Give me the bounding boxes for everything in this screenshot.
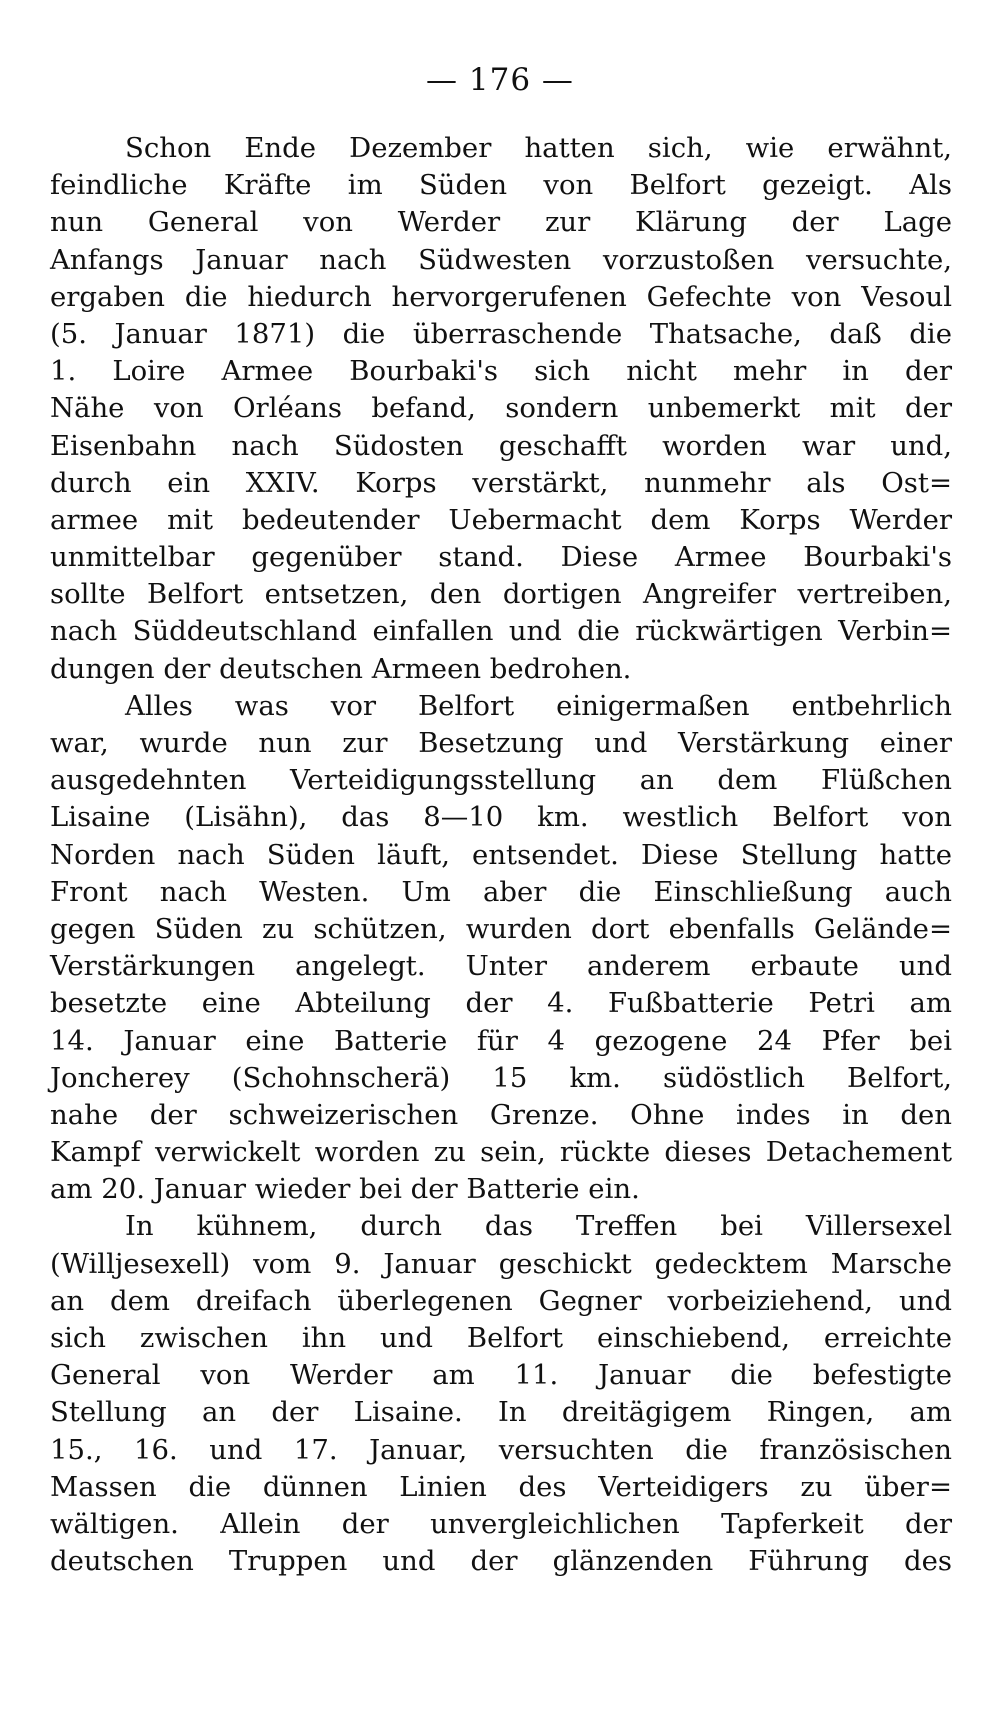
text-line: Nähe von Orléans befand, sondern unbemerkt mit der	[50, 392, 952, 425]
text-line: (Willjesexell) vom 9. Januar geschickt gedecktem Marsche	[50, 1247, 952, 1280]
text-line: deutschen Truppen und der glänzenden Führung des	[50, 1545, 952, 1578]
text-line: Schon Ende Dezember hatten sich, wie erwähnt,	[125, 132, 952, 164]
text-line: Anfangs Januar nach Südwesten vorzustoßen versuchte,	[50, 243, 952, 276]
text-line: 15., 16. und 17. Januar, versuchten die französischen	[50, 1433, 952, 1466]
body-text	[50, 130, 952, 1580]
text-line: Massen die dünnen Linien des Verteidigers zu über=	[50, 1470, 952, 1503]
text-line: (5. Januar 1871) die überraschende Thatsache, daß die	[50, 317, 952, 350]
text-line: wältigen. Allein der unvergleichlichen Tapferkeit der	[50, 1507, 952, 1540]
text-line: Verstärkungen angelegt. Unter anderem erbaute und	[50, 950, 952, 983]
text-line: Front nach Westen. Um aber die Einschließung auch	[50, 875, 952, 908]
text-line: war, wurde nun zur Besetzung und Verstärkung einer	[50, 727, 952, 759]
text-line: am 20. Januar wieder bei der Batterie ein.	[50, 1173, 640, 1206]
text-line: feindliche Kräfte im Süden von Belfort gezeigt. Als	[50, 169, 952, 202]
text-line: sich zwischen ihn und Belfort einschiebend, erreichte	[50, 1322, 952, 1354]
text-line: Alles was vor Belfort einigermaßen entbehrlich	[125, 689, 952, 722]
text-line: Lisaine (Lisähn), das 8—10 km. westlich Belfort von	[50, 801, 952, 834]
text-line: nahe der schweizerischen Grenze. Ohne indes in den	[50, 1098, 952, 1131]
text-line: sollte Belfort entsetzen, den dortigen Angreifer vertreiben,	[50, 578, 952, 611]
text-line: unmittelbar gegenüber stand. Diese Armee Bourbaki's	[50, 541, 952, 574]
text-line: Kampf verwickelt worden zu sein, rückte dieses Detachement	[50, 1136, 952, 1169]
text-line: In kühnem, durch das Treffen bei Villersexel	[125, 1210, 952, 1243]
text-line: ausgedehnten Verteidigungsstellung an dem Flüßchen	[50, 764, 952, 797]
text-line: dungen der deutschen Armeen bedrohen.	[50, 652, 632, 685]
text-line: 14. Januar eine Batterie für 4 gezogene 24 Pfer bei	[50, 1024, 952, 1057]
text-line: Joncherey (Schohnscherä) 15 km. südöstlich Belfort,	[50, 1061, 952, 1094]
text-line: nach Süddeutschland einfallen und die rückwärtigen Verbin=	[50, 615, 952, 648]
text-line: an dem dreifach überlegenen Gegner vorbeiziehend, und	[50, 1284, 952, 1317]
text-line: besetzte eine Abteilung der 4. Fußbatterie Petri am	[50, 987, 952, 1020]
text-line: 1. Loire Armee Bourbaki's sich nicht mehr in der	[50, 355, 952, 388]
page-number: — 176 —	[426, 62, 574, 98]
text-line: Eisenbahn nach Südosten geschafft worden war und,	[50, 429, 952, 462]
text-line: Stellung an der Lisaine. In dreitägigem Ringen, am	[50, 1396, 952, 1429]
text-line: Norden nach Süden läuft, entsendet. Diese Stellung hatte	[50, 838, 952, 871]
text-line: nun General von Werder zur Klärung der Lage	[50, 206, 952, 239]
text-line: ergaben die hiedurch hervorgerufenen Gefechte von Vesoul	[50, 280, 952, 313]
text-line: gegen Süden zu schützen, wurden dort ebenfalls Gelände=	[50, 912, 952, 945]
text-line: General von Werder am 11. Januar die befestigte	[50, 1359, 952, 1392]
text-line: armee mit bedeutender Uebermacht dem Korps Werder	[50, 503, 952, 536]
text-line: durch ein XXIV. Korps verstärkt, nunmehr als Ost=	[50, 466, 952, 499]
